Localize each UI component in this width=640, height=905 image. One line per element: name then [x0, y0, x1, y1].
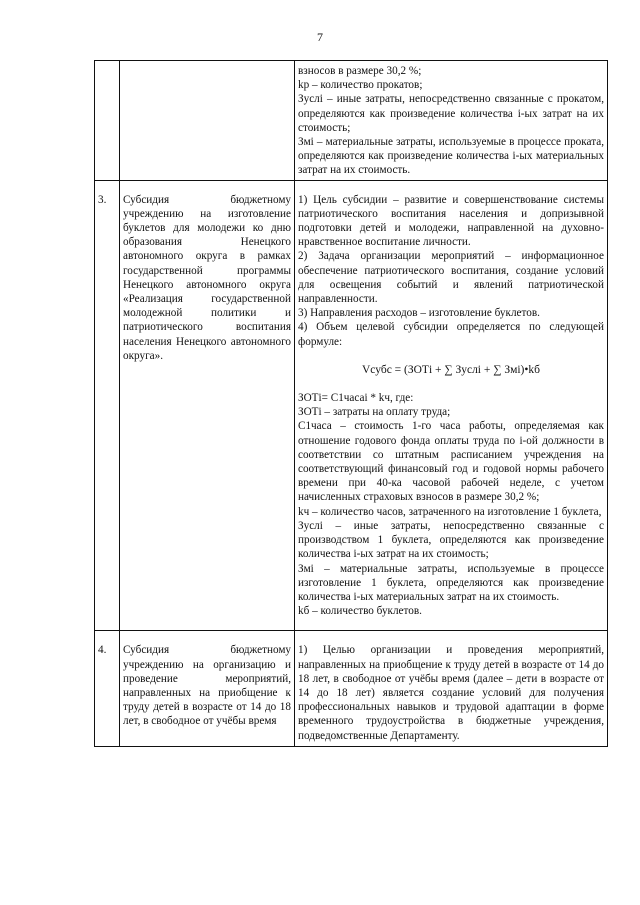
table-row: [95, 61, 608, 181]
page-number: 7: [317, 30, 323, 44]
description-line: kб – количество буклетов.: [298, 605, 422, 618]
description-line: Змi – материальные затраты, используемые в процессе изготовление 1 буклета, определяются как произведение количества i-ых материальных затрат на их стоимость.: [298, 562, 604, 603]
description-line: 3) Направления расходов – изготовление буклетов.: [298, 307, 540, 320]
description-line: kч – количество часов, затраченного на изготовление 1 буклета,: [298, 505, 602, 518]
description-line: ЗОТi – затраты на оплату труда;: [298, 406, 451, 419]
table-row: [95, 631, 608, 746]
row-number: 4.: [95, 631, 120, 746]
row-description: [295, 180, 608, 631]
description-line: 1) Цель субсидии – развитие и совершенствование системы патриотического воспитания населения и допризывной подготовки детей и молодежи, направленной на духовно-нравственное воспитание личности.: [298, 193, 604, 249]
row-description: [295, 631, 608, 746]
row-title: Субсидия бюджетному учреждению на организацию и проведение мероприятий, направленных на приобщение к труду детей в возрасте от 14 до 18 лет, в свободное от учёбы время: [120, 631, 295, 746]
description-line: 2) Задача организации мероприятий – информационное обеспечение патриотического воспитания, создание условий для освещения событий и явлений патриотической направленности.: [298, 250, 604, 306]
row-title: Субсидия бюджетному учреждению на изготовление буклетов для молодежи ко дню образования Ненецкого автономного округа в рамках государственной программы Ненецкого автономного округа «Реализация государственной молодежной политики и патриотического воспитания населения Ненецкого автономного округа».: [120, 180, 295, 631]
row-title: [120, 61, 295, 181]
description-line: 4) Объем целевой субсидии определяется по следующей формуле:: [298, 321, 604, 348]
description-line: Зуслi – иные затраты, непосредственно связанные с производством 1 буклета, определяются как произведение количества i-ых затрат на их стоимость;: [298, 519, 604, 561]
description-line: ЗОТi= С1часаi * kч, где:: [298, 392, 414, 405]
description-line: Зуслi – иные затраты, непосредственно связанные с прокатом, определяются как произведение количества i-ых затрат на их стоимость;: [298, 93, 604, 134]
description-line: С1часа – стоимость 1-го часа работы, определяемая как отношение годового фонда оплаты труда по i-ой должности в соответствии со штатным расписанием учреждения на соответствующий финансовый год и годовой нормы рабочего времени при 40-ка часовой рабочей неделе, с учетом начисленных страховых взносов в размере 30,2 %;: [298, 420, 604, 504]
row-number: [95, 61, 120, 181]
description-line: kр – количество прокатов;: [298, 79, 423, 92]
row-number: 3.: [95, 180, 120, 631]
volume-formula: Vсубс = (ЗОТi + ∑ Зуслi + ∑ Змi)•kб: [361, 363, 541, 376]
description-line: 1) Целью организации и проведения мероприятий, направленных на приобщение к труду детей в возрасте от 14 до 18 лет, в свободное от учёбы время (далее – дети в возрасте от 14 до 18 лет) является создание условий для получения профессиональных навыков и трудовой адаптации в форме временного трудоустройства в бюджетные учреждения, подведомственные Департаменту.: [298, 644, 604, 742]
description-line: Змi – материальные затраты, используемые в процессе проката, определяются как произведение количества i-ых материальных затрат на их стоимость.: [298, 136, 604, 177]
description-line: взносов в размере 30,2 %;: [298, 65, 422, 77]
table-row: [95, 180, 608, 631]
row-description: [295, 61, 608, 181]
subsidy-table: [94, 60, 608, 747]
